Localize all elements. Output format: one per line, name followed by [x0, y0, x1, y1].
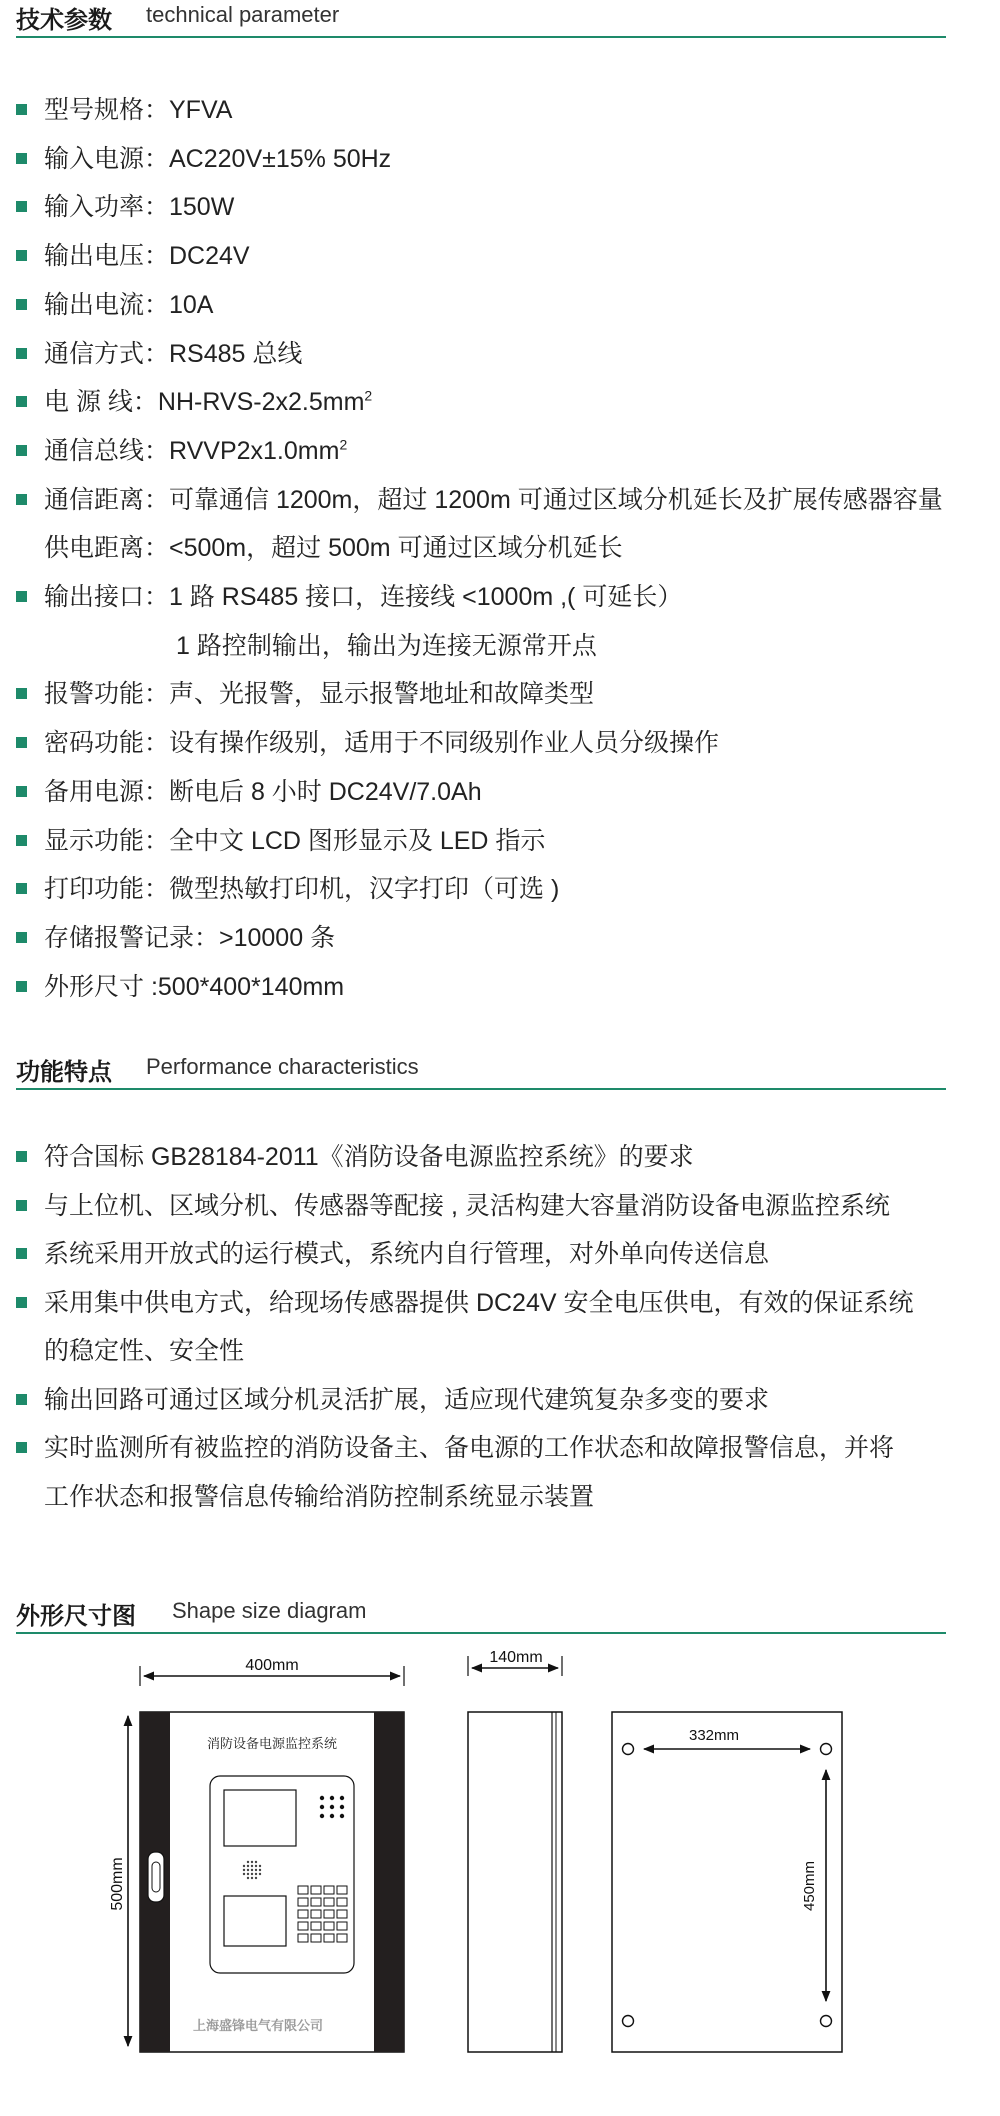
param-item [16, 622, 976, 671]
bullet-square-icon [16, 932, 27, 943]
perf-section-title-zh: 功能特点 [16, 1059, 112, 1086]
param-item [16, 281, 976, 330]
mount-hole-icon [623, 1744, 634, 1755]
feature-item-text: 工作状态和报警信息传输给消防控制系统显示装置 [44, 1482, 595, 1511]
feature-item [16, 1182, 976, 1231]
param-item [16, 524, 976, 573]
bullet-square-icon [16, 1248, 27, 1259]
param-item-text: 电 源 线：NH-RVS-2x2.5mm [44, 388, 365, 417]
feature-item-text: 的稳定性、安全性 [44, 1337, 245, 1365]
feature-item-text: 与上位机、区域分机、传感器等配接 , 灵活构建大容量消防设备电源监控系统 [44, 1191, 890, 1220]
param-item-text: 型号规格：YFVA [44, 96, 233, 124]
bullet-square-icon [16, 737, 27, 748]
param-item-text: 输出电流：10A [44, 290, 214, 319]
feature-item [16, 1376, 976, 1425]
tech-section-title-en: technical parameter [146, 2, 340, 27]
param-item-text: 通信方式：RS485 总线 [44, 339, 303, 368]
side-cabinet [468, 1712, 562, 2052]
bullet-square-icon [16, 153, 27, 164]
front-height-label: 500mm [109, 1857, 126, 1911]
indicator-leds-icon [320, 1796, 344, 1818]
tech-section-title-zh: 技术参数 [16, 7, 112, 34]
param-item [16, 427, 976, 476]
param-item [16, 914, 976, 963]
feature-item [16, 1133, 976, 1182]
mount-hole-icon [821, 1744, 832, 1755]
param-item-text: 输入电源：AC220V±15% 50Hz [44, 144, 392, 173]
param-item-text: 报警功能：声、光报警，显示报警地址和故障类型 [44, 680, 595, 709]
bullet-square-icon [16, 348, 27, 359]
bullet-square-icon [16, 786, 27, 797]
param-item [16, 330, 976, 379]
param-item [16, 865, 976, 914]
bullet-square-icon [16, 835, 27, 846]
shape-section-title-zh: 外形尺寸图 [16, 1603, 136, 1630]
dimension-diagram [0, 1646, 1000, 2116]
param-item-text: 显示功能：全中文 LCD 图形显示及 LED 指示 [44, 826, 546, 855]
feature-item-text: 系统采用开放式的运行模式，系统内自行管理，对外单向传送信息 [44, 1240, 770, 1268]
param-item [16, 670, 976, 719]
param-item [16, 768, 976, 817]
mount-hole-icon [821, 2016, 832, 2027]
param-item-text: 输出接口：1 路 RS485 接口，连接线 <1000m ,( 可延长） [44, 583, 683, 612]
bullet-square-icon [16, 445, 27, 456]
param-item-text: 通信总线：RVVP2x1.0mm [44, 436, 340, 465]
back-view [612, 1712, 842, 2052]
param-item [16, 135, 976, 184]
param-item-text: 输入功率：150W [44, 193, 235, 222]
param-item-text: 通信距离：可靠通信 1200m，超过 1200m 可通过区域分机延长及扩展传感器容量 [44, 485, 943, 514]
bullet-square-icon [16, 1297, 27, 1308]
param-item [16, 86, 976, 135]
front-width-label: 400mm [245, 1657, 299, 1674]
bullet-square-icon [16, 396, 27, 407]
bullet-square-icon [16, 104, 27, 115]
param-item [16, 719, 976, 768]
feature-item-text: 输出回路可通过区域分机灵活扩展，适应现代建筑复杂多变的要求 [44, 1385, 770, 1414]
param-item-text: 存储报警记录：>10000 条 [44, 923, 336, 952]
front-company-name: 上海盛锋电气有限公司 [192, 2018, 324, 2033]
param-item [16, 817, 976, 866]
param-item-text: 1 路控制输出，输出为连接无源常开点 [176, 631, 597, 660]
param-item-text: 外形尺寸 :500*400*140mm [44, 972, 345, 1001]
param-item-text: 密码功能：设有操作级别，适用于不同级别作业人员分级操作 [44, 729, 720, 758]
perf-section-title-en: Performance characteristics [146, 1054, 419, 1079]
param-item-text: 打印功能：微型热敏打印机，汉字打印（可选 ) [44, 875, 560, 904]
side-view [468, 1649, 562, 2052]
param-item [16, 232, 976, 281]
shape-section-title-en: Shape size diagram [172, 1598, 367, 1623]
param-item [16, 573, 976, 622]
bullet-square-icon [16, 299, 27, 310]
back-width-label: 332mm [688, 1727, 740, 1744]
bullet-square-icon [16, 1394, 27, 1405]
back-height-label: 450mm [801, 1860, 818, 1912]
param-item [16, 963, 976, 1012]
bullet-square-icon [16, 1442, 27, 1453]
lcd-screen [224, 1790, 296, 1846]
param-item [16, 476, 976, 525]
tech-section-header [16, 0, 946, 38]
param-item [16, 378, 976, 427]
param-item-text: 供电距离：<500m，超过 500m 可通过区域分机延长 [44, 534, 623, 563]
superscript: 2 [339, 436, 348, 453]
mount-hole-icon [623, 2016, 634, 2027]
param-item-text: 输出电压：DC24V [44, 242, 250, 271]
printer-slot [224, 1896, 286, 1946]
superscript: 2 [364, 387, 373, 404]
front-view [109, 1657, 404, 2052]
param-list [16, 86, 976, 1011]
front-title: 消防设备电源监控系统 [206, 1736, 338, 1751]
feature-item [16, 1279, 976, 1328]
feature-item-text: 采用集中供电方式，给现场传感器提供 DC24V 安全电压供电，有效的保证系统 [44, 1288, 914, 1317]
bullet-square-icon [16, 883, 27, 894]
perf-section-header [16, 1052, 946, 1090]
shape-section-header [16, 1596, 946, 1634]
feature-item-text: 符合国标 GB28184-2011《消防设备电源监控系统》的要求 [44, 1143, 694, 1171]
feature-item-text: 实时监测所有被监控的消防设备主、备电源的工作状态和故障报警信息，并将 [44, 1434, 895, 1462]
bullet-square-icon [16, 981, 27, 992]
param-item [16, 183, 976, 232]
bullet-square-icon [16, 1200, 27, 1211]
bullet-square-icon [16, 201, 27, 212]
feature-item [16, 1424, 976, 1473]
feature-item [16, 1230, 976, 1279]
front-right-side [374, 1712, 404, 2052]
bullet-square-icon [16, 688, 27, 699]
side-depth-label: 140mm [489, 1649, 543, 1666]
feature-item [16, 1473, 976, 1522]
feature-item [16, 1327, 976, 1376]
bullet-square-icon [16, 494, 27, 505]
feature-list [16, 1133, 976, 1521]
bullet-square-icon [16, 250, 27, 261]
bullet-square-icon [16, 1151, 27, 1162]
param-item-text: 备用电源：断电后 8 小时 DC24V/7.0Ah [44, 777, 482, 806]
bullet-square-icon [16, 591, 27, 602]
